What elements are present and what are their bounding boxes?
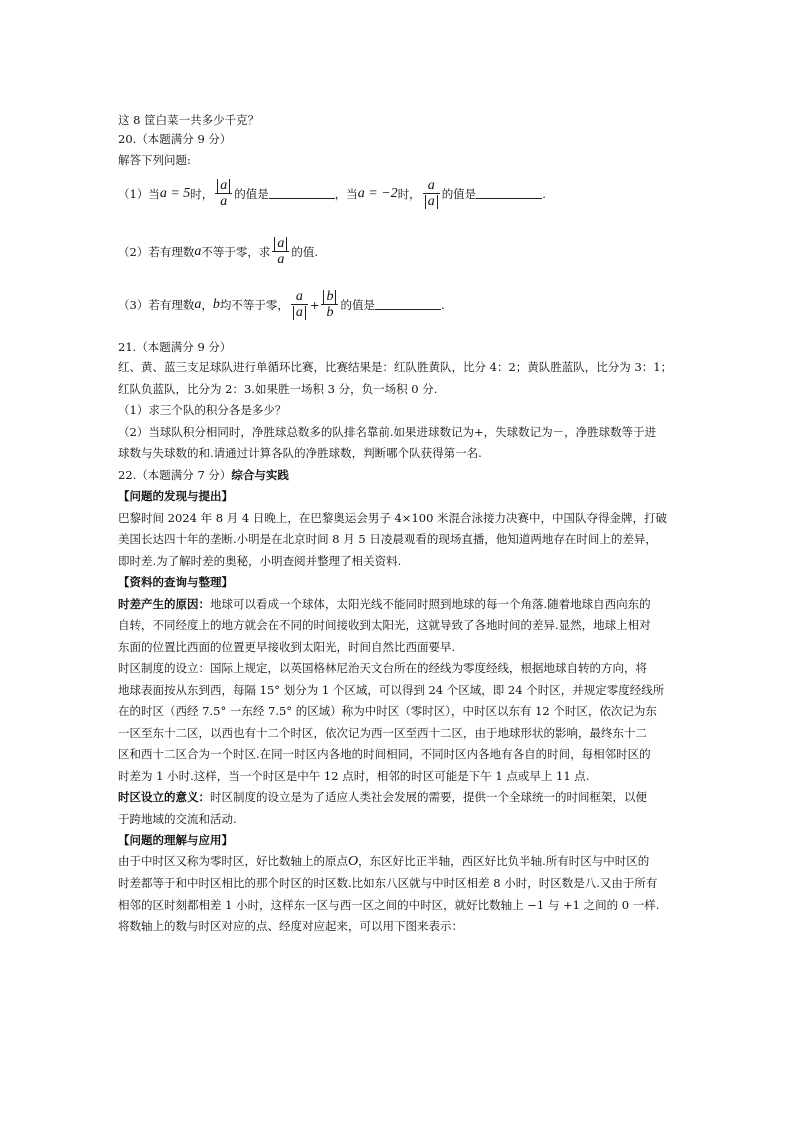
cause-line-1: 时差产生的原因：地球可以看成一个球体，太阳光线不能同时照到地球的每一个角落.随着地球自西向东的: [118, 597, 651, 611]
application-line-1: 由于中时区又称为零时区，好比数轴上的原点O，东区好比正半轴，西区好比负半轴.所有时区与中时区的: [118, 854, 650, 869]
q21-line-3: （1）求三个队的积分各是多少？: [118, 403, 287, 417]
cause-line-2: 自转，不同经度上的地方就会在不同的时间接收到太阳光，这就导致了各地时间的差异.显然，地球上相对: [118, 618, 651, 632]
fraction-abs-a-over-a-2: $\frac{a}{a}$: [272, 236, 289, 267]
answer-blank-1[interactable]: [269, 188, 335, 199]
prev-question-tail: 这 8 筐白菜一共多少千克？: [118, 113, 260, 127]
cause-line-3: 东面的位置比西面的位置更早接收到太阳光，时间自然比西面要早.: [118, 640, 456, 654]
q21-line-2: 红队负蓝队，比分为 2：3.如果胜一场积 3 分，负一场积 0 分.: [118, 382, 438, 396]
zone-line-5: 区和西十二区合为一个时区.在同一时区内各地的时间相同，不同时区内各地有各自的时间，每相邻时区的: [118, 747, 651, 761]
zone-line-1: 时区制度的设立：国际上规定，以英国格林尼治天文台所在的经线为零度经线，根据地球自转的方向，将: [118, 661, 647, 675]
math-a-eq-5: a = 5: [159, 185, 191, 201]
application-line-4: 将数轴上的数与时区对应的点、经度对应起来，可以用下图来表示：: [118, 919, 463, 933]
application-line-2: 时差都等于和中时区相比的那个时区的时区数.比如东八区就与中时区相差 8 小时，时区数是八.又由于所有: [118, 876, 658, 890]
q20-part3: （3）若有理数 a ， b 均不等于零， $\frac{a}{a}$ + $\frac{b}{b}$ 的值是 .: [118, 289, 445, 320]
discovery-line-1: 巴黎时间 2024 年 8 月 4 日晚上，在巴黎奥运会男子 4×100 米混合泳接力决赛中，中国队夺得金牌，打破: [118, 511, 668, 525]
zone-line-3: 在的时区（西经 7.5° 一东经 7.5° 的区域）称为中时区（零时区），中时区以东有 12 个时区，依次记为东: [118, 704, 657, 718]
zone-line-2: 地球表面按从东到西，每隔 15° 划分为 1 个区域，可以得到 24 个区域，即 24 个时区，并规定零度经线所: [118, 683, 665, 697]
fraction-a-over-abs-a-2: $\frac{a}{a}$: [291, 289, 308, 320]
math-a-eq-neg2: a = −2: [357, 185, 398, 201]
fraction-abs-b-over-b: $\frac{b}{b}$: [321, 289, 338, 320]
meaning-line-2: 于跨地域的交流和活动.: [118, 812, 237, 826]
answer-blank-2[interactable]: [476, 188, 542, 199]
section-discovery-title: 【问题的发现与提出】: [118, 489, 233, 503]
q21-header: 21.（本题满分 9 分）: [118, 340, 232, 354]
q22-header: 22.（本题满分 7 分）综合与实践: [118, 468, 289, 482]
zone-line-4: 一区至东十二区，以西也有十二个时区，依次记为西一区至西十二区，由于地球形状的影响，最终东十二: [118, 726, 647, 740]
q21-line-5: 球数与失球数的和.请通过计算各队的净胜球数，判断哪个队获得第一名.: [118, 446, 482, 460]
discovery-line-3: 即时差.为了解时差的奥秘，小明查阅并整理了相关资料.: [118, 554, 402, 568]
q20-intro: 解答下列问题:: [118, 153, 191, 167]
meaning-line-1: 时区设立的意义：时区制度的设立是为了适应人类社会发展的需要，提供一个全球统一的时间框架，以便: [118, 790, 647, 804]
discovery-line-2: 美国长达四十年的垄断.小明是在北京时间 8 月 5 日凌晨观看的现场直播，他知道两地存在时间上的差异，: [118, 532, 657, 546]
q21-line-1: 红、黄、蓝三支足球队进行单循环比赛，比赛结果是：红队胜黄队，比分 4：2；黄队胜蓝队，比分为 3：1；: [118, 360, 673, 374]
answer-blank-3[interactable]: [375, 299, 441, 310]
q20-part1: （1）当 a = 5 时， $\frac{a}{a}$ 的值是 ，当 a = −2 时， $\frac{a}{a}$ 的值是 .: [118, 178, 546, 209]
fraction-a-over-abs-a: $\frac{a}{a}$: [423, 178, 440, 209]
section-application-title: 【问题的理解与应用】: [118, 833, 233, 847]
fraction-abs-a-over-a: $\frac{a}{a}$: [215, 178, 232, 209]
application-line-3: 相邻的区时刻都相差 1 小时，这样东一区与西一区之间的中时区，就好比数轴上 −1 与 +1 之间的 0 一样.: [118, 898, 660, 912]
q20-part2: （2）若有理数 a 不等于零，求 $\frac{a}{a}$ 的值.: [118, 236, 318, 267]
q20-header: 20.（本题满分 9 分）: [118, 132, 232, 146]
origin-symbol: O: [348, 854, 359, 869]
zone-line-6: 时差为 1 小时.这样，当一个时区是中午 12 点时，相邻的时区可能是下午 1 点或早上 11 点.: [118, 769, 590, 783]
section-research-title: 【资料的查询与整理】: [118, 575, 233, 589]
q21-line-4: （2）当球队积分相同时，净胜球总数多的队排名靠前.如果进球数记为+，失球数记为－，净胜球数等于进: [118, 425, 657, 439]
